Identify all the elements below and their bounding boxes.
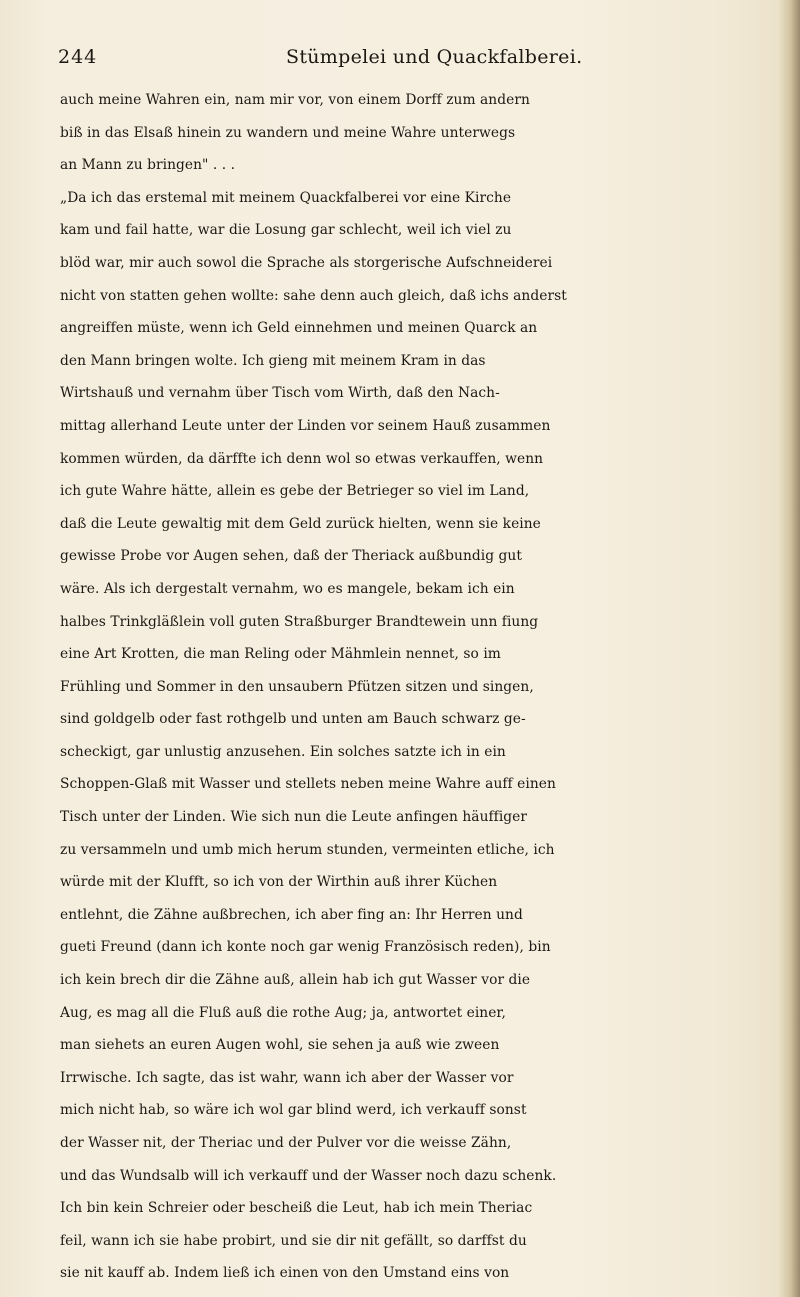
text-line: scheckigt, gar unlustig anzusehen. Ein solches satzte ich in ein [60,743,506,760]
text-line: zu versammeln und umb mich herum stunden, vermeinten etliche, ich [60,841,555,858]
text-line: daß die Leute gewaltig mit dem Geld zurück hielten, wenn sie keine [60,515,541,532]
text-line: kam und fail hatte, war die Losung gar schlecht, weil ich viel zu [60,222,512,239]
text-line: der Wasser nit, der Theriac und der Pulver vor die weisse Zähn, [60,1135,512,1151]
text-line: sie nit kauff ab. Indem ließ ich einen von den Umstand eins von [60,1265,510,1282]
page-number: 244 [58,46,98,68]
text-line: wäre. Als ich dergestalt vernahm, wo es mangele, bekam ich ein [60,580,515,597]
text-line: an Mann zu bringen" . . . [60,157,236,174]
text-line: mich nicht hab, so wäre ich wol gar blind werd, ich verkauff sonst [60,1102,527,1119]
text-line: ich kein brech dir die Zähne auß, allein hab ich gut Wasser vor die [60,972,531,989]
text-line: sind goldgelb oder fast rothgelb und unten am Bauch schwarz ge- [60,711,526,728]
text-line: eine Art Krotten, die man Reling oder Mähmlein nennet, so im [60,646,501,663]
text-line: würde mit der Klufft, so ich von der Wirthin auß ihrer Küchen [60,874,498,891]
text-line: feil, wann ich sie habe probirt, und sie dir nit gefällt, so darffst du [60,1232,527,1249]
text-line: gueti Freund (dann ich konte noch gar wenig Französisch reden), bin [60,939,551,956]
text-line: Wirtshauß und vernahm über Tisch vom Wirth, daß den Nach- [60,385,500,402]
text-line: mittag allerhand Leute unter der Linden vor seinem Hauß zusammen [60,417,551,434]
text-line: den Mann bringen wolte. Ich gieng mit meinem Kram in das [60,352,486,369]
running-head: Stümpelei und Quackfalberei. [286,46,583,68]
text-line: ich gute Wahre hätte, allein es gebe der Betrieger so viel im Land, [60,483,530,500]
text-line: Ich bin kein Schreier oder bescheiß die Leut, hab ich mein Theriac [60,1200,533,1217]
text-line: nicht von statten gehen wollte: sahe denn auch gleich, daß ichs anderst [60,287,567,304]
text-line: blöd war, mir auch sowol die Sprache als storgerische Aufschneiderei [60,254,553,271]
page-edge-shadow [778,0,800,1297]
text-line: auch meine Wahren ein, nam mir vor, von einem Dorff zum andern [60,92,530,108]
text-line: und das Wundsalb will ich verkauff und der Wasser noch dazu schenk. [60,1167,557,1184]
text-line: Aug, es mag all die Fluß auß die rothe Aug; ja, antwortet einer, [60,1004,506,1021]
text-line: Tisch unter der Linden. Wie sich nun die Leute anfingen häuffiger [60,809,528,826]
text-line: Frühling und Sommer in den unsaubern Pfützen sitzen und singen, [60,678,534,695]
text-line: „Da ich das erstemal mit meinem Quackfalberei vor eine Kirche [60,189,512,206]
text-line: Irrwische. Ich sagte, das ist wahr, wann ich aber der Wasser vor [60,1069,514,1086]
page-header [58,46,748,76]
text-line: gewisse Probe vor Augen sehen, daß der Theriack außbundig gut [60,548,522,565]
text-line: entlehnt, die Zähne außbrechen, ich aber fing an: Ihr Herren und [60,906,523,923]
text-line: biß in das Elsaß hinein zu wandern und meine Wahre unterwegs [60,124,516,141]
text-line: Schoppen-Glaß mit Wasser und stellets neben meine Wahre auff einen [60,776,556,793]
body-text [60,84,760,1290]
text-line: angreiffen müste, wenn ich Geld einnehmen und meinen Quarck an [60,320,538,337]
text-line: man siehets an euren Augen wohl, sie sehen ja auß wie zween [60,1037,500,1054]
text-line: halbes Trinkgläßlein voll guten Straßburger Brandtewein unn fiung [60,613,539,630]
text-line: kommen würden, da därffte ich denn wol so etwas verkauffen, wenn [60,450,544,467]
